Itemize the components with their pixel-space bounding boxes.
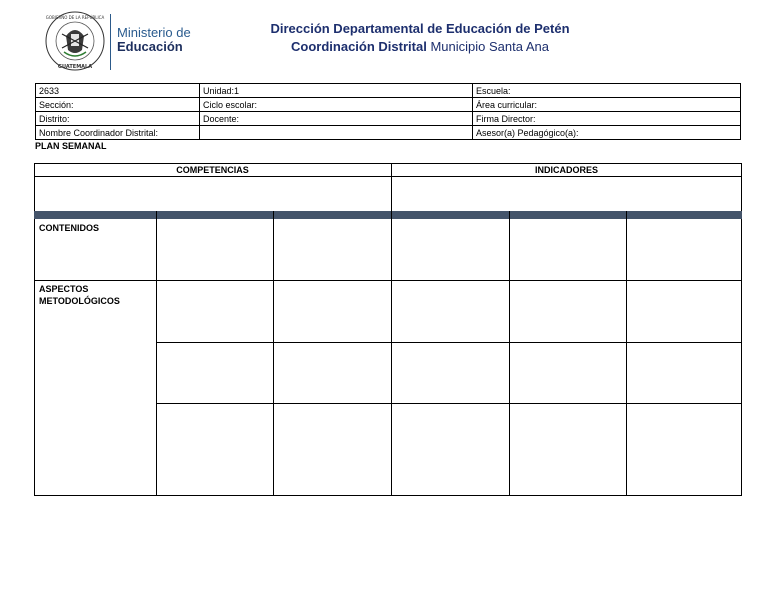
svg-text:GUATEMALA: GUATEMALA xyxy=(57,64,93,70)
separator-bar xyxy=(34,211,742,219)
competencias-field[interactable] xyxy=(35,177,391,211)
info-cell[interactable]: Escuela: xyxy=(473,84,741,98)
grid-line xyxy=(156,342,742,343)
grid-line xyxy=(156,211,157,496)
document-title xyxy=(240,20,600,56)
table-row xyxy=(36,84,741,98)
grid-line xyxy=(626,211,627,496)
ministry-line1: Ministerio de xyxy=(117,25,191,40)
logo-divider xyxy=(110,14,111,70)
info-cell[interactable]: Docente: xyxy=(200,112,473,126)
indicadores-header: INDICADORES xyxy=(534,165,598,175)
table-row xyxy=(36,126,741,140)
grid-line xyxy=(391,163,392,211)
aspectos-metodologicos-label: ASPECTOS METODOLÓGICOS xyxy=(39,284,120,306)
title-line2 xyxy=(240,38,600,56)
ministry-logo-text xyxy=(117,26,191,54)
plan-grid xyxy=(34,163,742,496)
info-cell[interactable]: Firma Director: xyxy=(473,112,741,126)
info-table xyxy=(35,83,741,140)
info-cell[interactable]: Ciclo escolar: xyxy=(200,98,473,112)
grid-line xyxy=(273,211,274,496)
plan-semanal-label: PLAN SEMANAL xyxy=(35,141,107,151)
contenidos-label: CONTENIDOS xyxy=(39,223,100,233)
title-line2-rest: Municipio Santa Ana xyxy=(430,39,549,54)
ministry-line2: Educación xyxy=(117,39,183,54)
info-cell[interactable]: Área curricular: xyxy=(473,98,741,112)
grid-line xyxy=(391,211,392,496)
svg-text:GOBIERNO DE LA REPÚBLICA: GOBIERNO DE LA REPÚBLICA xyxy=(45,15,105,20)
competencias-header: COMPETENCIAS xyxy=(176,165,249,175)
info-cell[interactable]: Asesor(a) Pedagógico(a): xyxy=(473,126,741,140)
info-cell[interactable]: Sección: xyxy=(36,98,200,112)
grid-line xyxy=(509,211,510,496)
table-row xyxy=(36,112,741,126)
title-line2-bold: Coordinación Distrital xyxy=(291,39,427,54)
info-cell[interactable]: Distrito: xyxy=(36,112,200,126)
info-cell[interactable]: Unidad:1 xyxy=(200,84,473,98)
grid-line xyxy=(156,403,742,404)
indicadores-field[interactable] xyxy=(392,177,741,211)
info-cell[interactable]: 2633 xyxy=(36,84,200,98)
info-cell[interactable] xyxy=(200,126,473,140)
guatemala-seal-logo xyxy=(44,10,106,72)
title-line1: Dirección Departamental de Educación de Petén xyxy=(270,21,570,36)
table-row xyxy=(36,98,741,112)
info-cell[interactable]: Nombre Coordinador Distrital: xyxy=(36,126,200,140)
